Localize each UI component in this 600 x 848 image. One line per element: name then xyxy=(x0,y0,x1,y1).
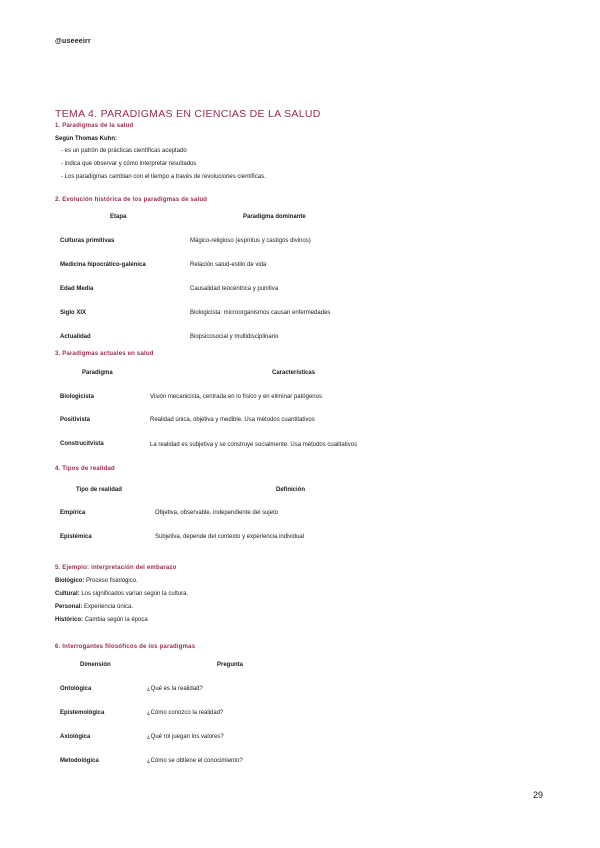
table-header-paradigma: Paradigma xyxy=(82,370,113,376)
example-text: Proceso fisiológico. xyxy=(86,578,138,584)
section-1-bullet: - Los paradigmas cambian con el tiempo a través de revoluciones científicas. xyxy=(61,174,266,180)
table-cell: Culturas primitivas xyxy=(60,238,115,244)
table-header-dimension: Dimensión xyxy=(80,662,111,668)
example-text: Los significados varían según la cultura. xyxy=(81,591,189,597)
table-cell: ¿Qué es la realidad? xyxy=(147,686,203,692)
page-number: 29 xyxy=(533,790,544,800)
table-cell: Positivista xyxy=(60,417,91,423)
table-cell: Objetiva, observable, independiente del sujeto xyxy=(155,510,279,516)
example-item xyxy=(55,578,138,584)
section-1-intro: Según Thomas Kuhn: xyxy=(55,136,117,142)
section-4-heading: 4. Tipos de realidad xyxy=(55,466,115,472)
table-cell: Empírica xyxy=(60,510,86,516)
table-cell: La realidad es subjetiva y se construye socialmente. Usa métodos cualitativos xyxy=(150,442,358,448)
page-title: TEMA 4. PARADIGMAS EN CIENCIAS DE LA SALUD xyxy=(55,108,321,120)
table-cell: Axiológica xyxy=(60,734,91,740)
table-cell: Metodológica xyxy=(60,758,99,764)
table-cell: Realidad única, objetiva y medible. Usa métodos cuantitativos xyxy=(150,417,315,423)
table-cell: Mágico-religioso (espíritus y castigos divinos) xyxy=(190,238,311,244)
table-cell: Visión mecanicista, centrada en lo físico y en eliminar patógenos xyxy=(150,394,322,400)
table-cell: Causalidad teocéntrica y punitiva xyxy=(190,286,279,292)
example-item xyxy=(55,617,148,623)
section-1-bullet: - indica que observar y cómo interpretar resultados xyxy=(61,161,197,167)
table-cell: Actualidad xyxy=(60,334,91,340)
table-cell: Relación salud-estilo de vida xyxy=(190,262,267,268)
section-1-heading: 1. Paradigmas de la salud xyxy=(55,123,134,129)
table-header-etapa: Etapa xyxy=(110,214,127,220)
table-header-pregunta: Pregunta xyxy=(217,662,244,668)
example-label: Cultural: xyxy=(55,591,80,597)
table-cell: Siglo XIX xyxy=(60,310,87,316)
table-header-tipo-de-realidad: Tipo de realidad xyxy=(76,487,122,493)
table-cell: Biopsicosocial y multidisciplinario xyxy=(190,334,279,340)
section-6-heading: 6. Interrogantes filosóficos de los paradigmas xyxy=(55,644,196,650)
table-header-paradigma-dominante: Paradigma dominante xyxy=(243,214,306,220)
table-cell: Ontológica xyxy=(60,686,92,692)
example-text: Experiencia única. xyxy=(84,604,134,610)
section-2-heading: 2. Evolución histórica de los paradigmas de salud xyxy=(55,197,208,203)
section-3-heading: 3. Paradigmas actuales en salud xyxy=(55,351,154,357)
table-cell: Biologicista xyxy=(60,394,95,400)
table-header-caracteristicas: Características xyxy=(272,370,316,376)
example-label: Histórico: xyxy=(55,617,84,623)
section-1-bullet: - es un patrón de prácticas científicas aceptado xyxy=(61,148,187,154)
example-item xyxy=(55,591,188,597)
table-cell: Edad Media xyxy=(60,286,94,292)
table-cell: ¿Cómo se obtiene el conocimiento? xyxy=(147,758,243,764)
table-cell: Biologicista: microorganismos causan enfermedades xyxy=(190,310,331,316)
table-cell: ¿Cómo conozco la realidad? xyxy=(147,710,224,716)
table-header-definicion: Definición xyxy=(276,487,306,493)
table-cell: Subjetiva, depende del contexto y experiencia individual xyxy=(155,534,305,540)
table-cell: ¿Qué rol juegan los valores? xyxy=(147,734,224,740)
table-cell: Construcitvista xyxy=(60,441,104,447)
example-label: Biológico: xyxy=(55,578,85,584)
example-text: Cambia según la época xyxy=(84,617,148,623)
table-cell: Epistémica xyxy=(60,534,92,540)
example-item xyxy=(55,604,133,610)
table-cell: Epistemológica xyxy=(60,710,105,716)
table-cell: Medicina hipocrático-galénica xyxy=(60,262,146,268)
section-5-heading: 5. Ejemplo: interpretación del embarazo xyxy=(55,565,177,571)
account-handle: @useeeirr xyxy=(55,38,91,45)
example-label: Personal: xyxy=(55,604,83,610)
